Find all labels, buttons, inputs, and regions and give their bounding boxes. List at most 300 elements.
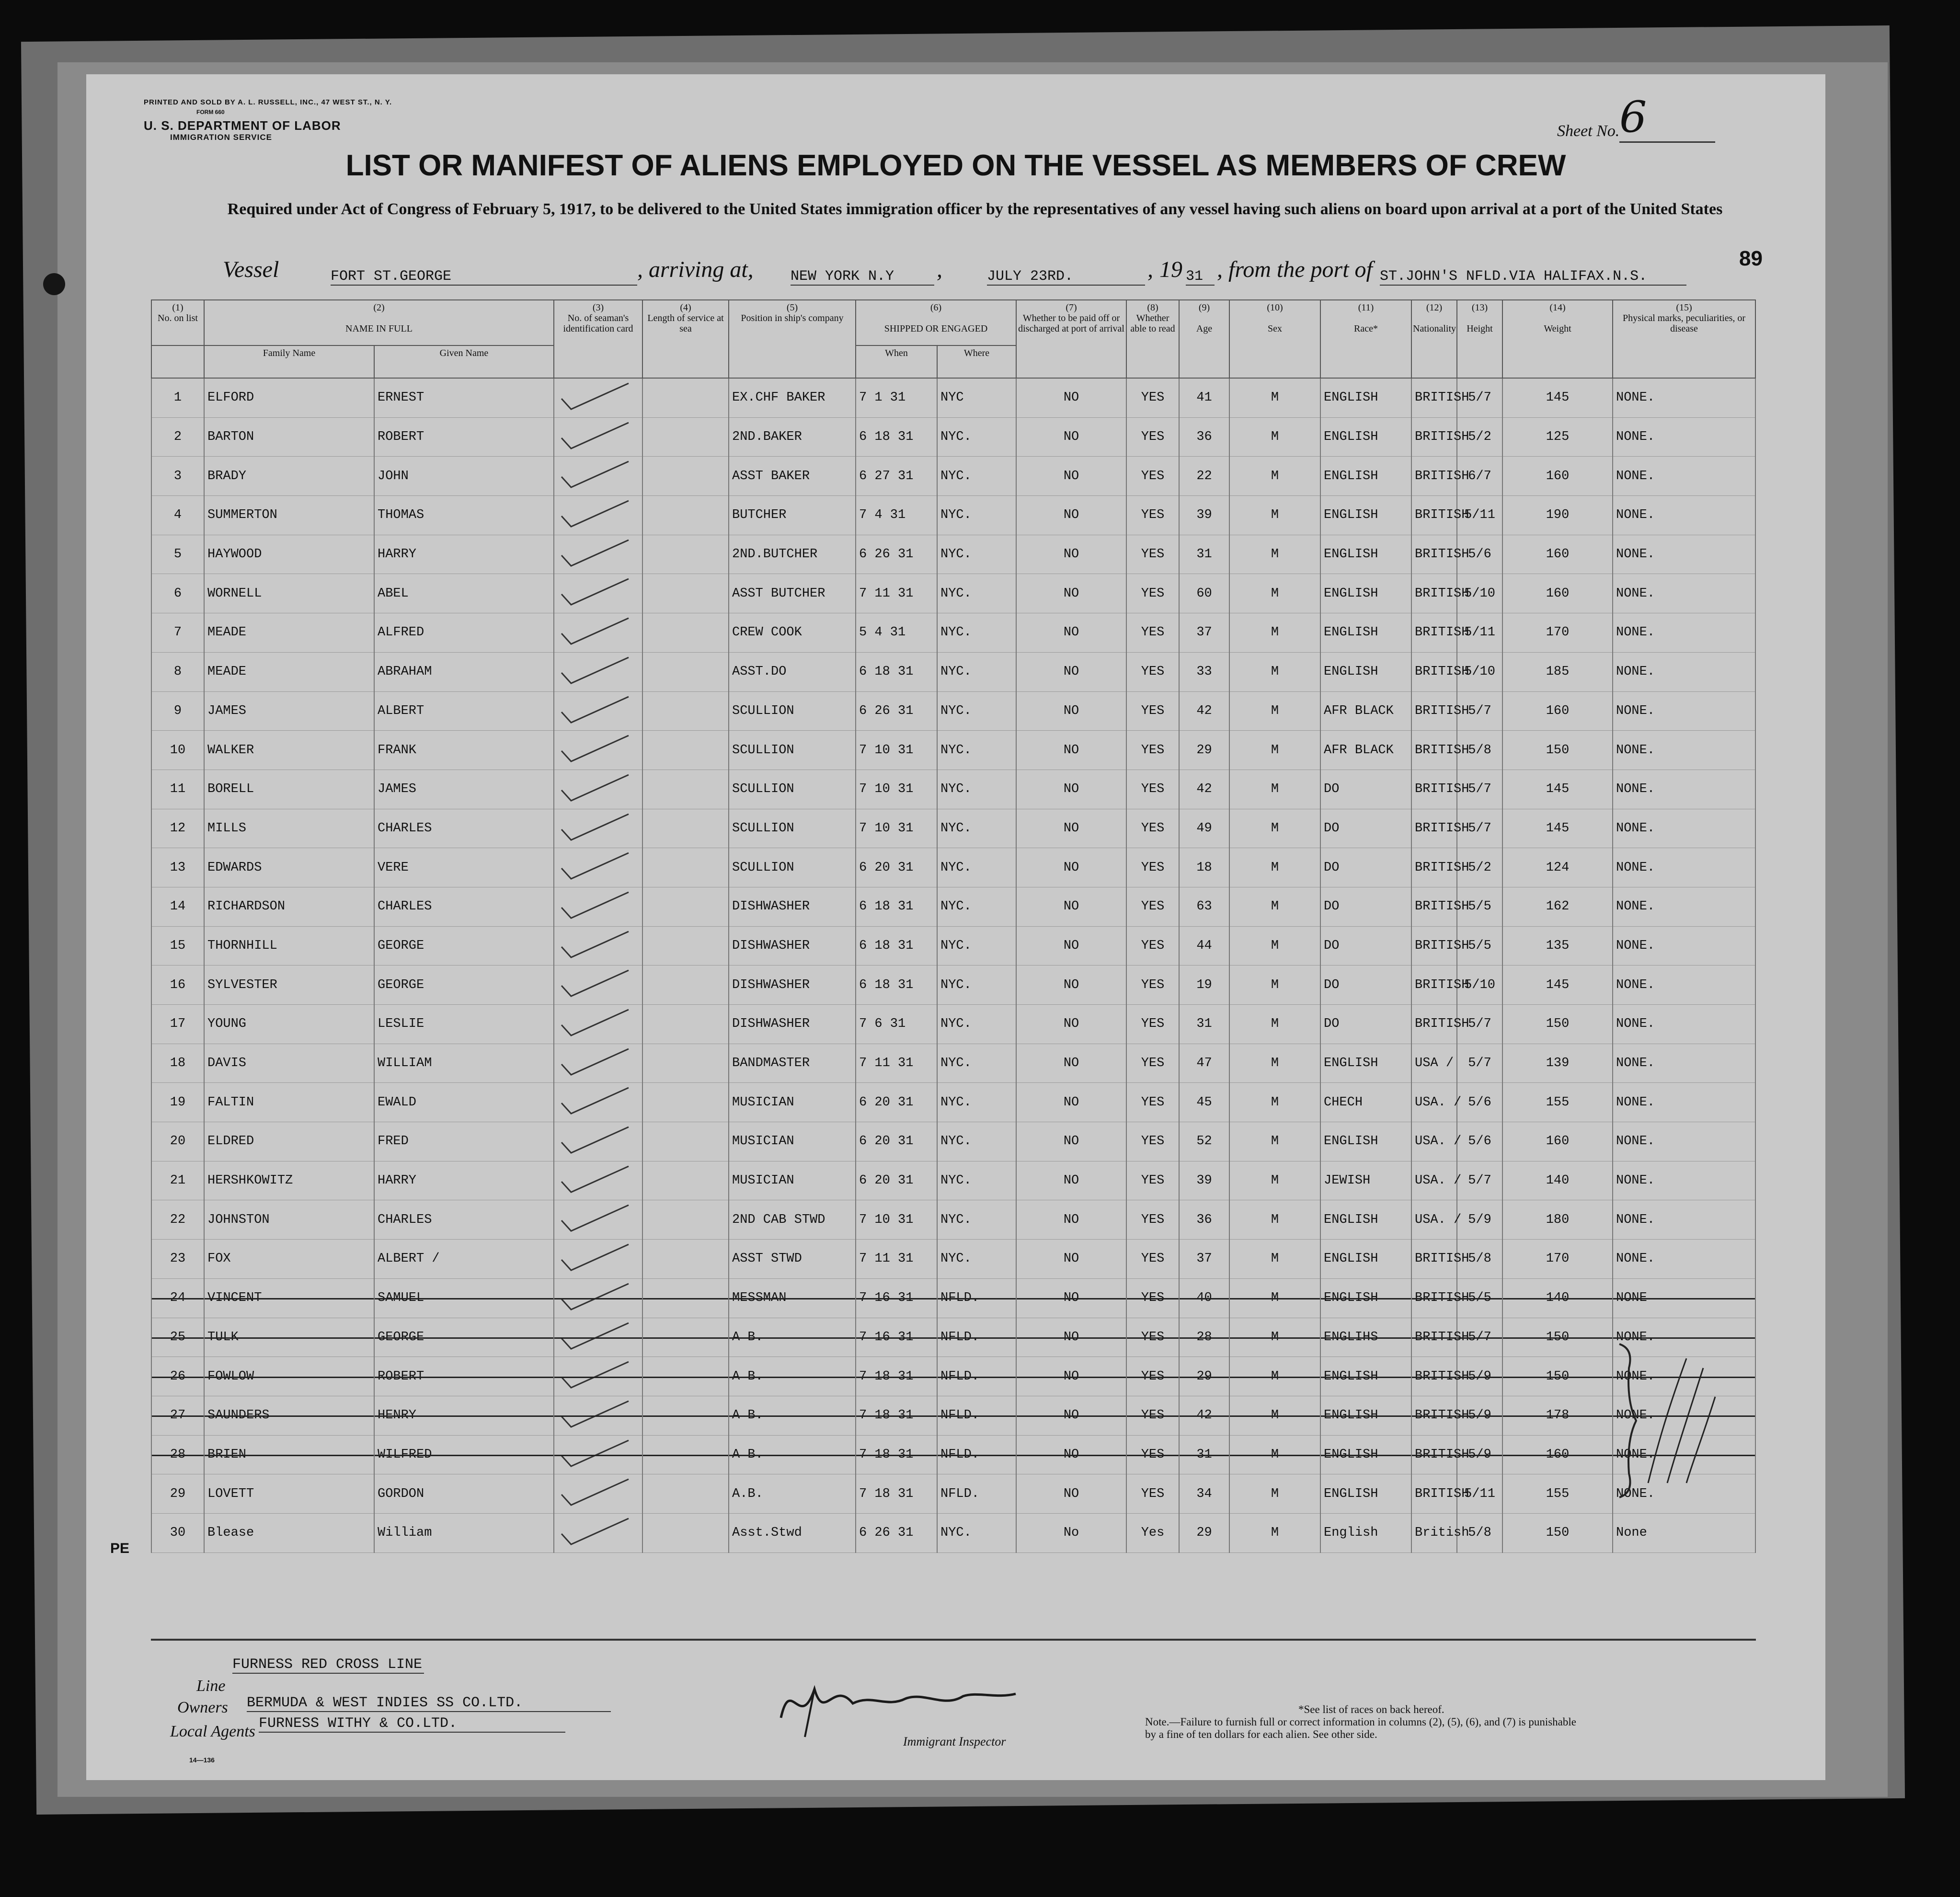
nationality: BRITISH bbox=[1411, 1357, 1457, 1396]
age: 52 bbox=[1179, 1122, 1229, 1161]
shipped-where: NYC. bbox=[937, 770, 1016, 809]
family-name: ELDRED bbox=[204, 1122, 374, 1161]
row-number: 28 bbox=[151, 1435, 204, 1474]
manifest-rows bbox=[151, 378, 1755, 1552]
service-length bbox=[642, 496, 729, 535]
table-row bbox=[151, 1474, 1755, 1514]
age: 28 bbox=[1179, 1318, 1229, 1357]
given-name: HENRY bbox=[374, 1396, 554, 1435]
position: DISHWASHER bbox=[729, 966, 856, 1005]
family-name: DAVIS bbox=[204, 1044, 374, 1083]
shipped-where: NYC. bbox=[937, 1083, 1016, 1122]
given-name: ERNEST bbox=[374, 378, 554, 417]
service-length bbox=[642, 574, 729, 613]
nationality: British bbox=[1411, 1513, 1457, 1552]
height: 5/9 bbox=[1457, 1357, 1502, 1396]
weight: 145 bbox=[1502, 966, 1613, 1005]
height: 5/5 bbox=[1457, 1278, 1502, 1318]
shipped-where: NYC. bbox=[937, 417, 1016, 457]
footer-rule bbox=[151, 1639, 1756, 1641]
sex: M bbox=[1229, 926, 1320, 966]
shipped-where: NFLD. bbox=[937, 1435, 1016, 1474]
age: 41 bbox=[1179, 378, 1229, 417]
paid-off: NO bbox=[1016, 457, 1126, 496]
nationality: USA. / bbox=[1411, 1083, 1457, 1122]
service-length bbox=[642, 887, 729, 926]
race: CHECH bbox=[1320, 1083, 1411, 1122]
able-to-read: YES bbox=[1126, 652, 1179, 691]
shipped-when: 6 26 31 bbox=[856, 1513, 937, 1552]
check-mark-icon bbox=[559, 1397, 631, 1431]
position: ASST.DO bbox=[729, 652, 856, 691]
handwriting-stroke bbox=[1667, 1368, 1703, 1483]
when-header: When bbox=[856, 345, 937, 378]
position: MESSMAN bbox=[729, 1278, 856, 1318]
race: ENGLISH bbox=[1320, 574, 1411, 613]
able-to-read: YES bbox=[1126, 1200, 1179, 1240]
physical-marks: NONE. bbox=[1613, 652, 1755, 691]
shipped-when: 6 18 31 bbox=[856, 652, 937, 691]
race: ENGLISH bbox=[1320, 1240, 1411, 1279]
position: A B. bbox=[729, 1357, 856, 1396]
position: DISHWASHER bbox=[729, 926, 856, 966]
inspector-label: Immigrant Inspector bbox=[903, 1735, 1006, 1748]
height: 5/5 bbox=[1457, 926, 1502, 966]
physical-marks: NONE. bbox=[1613, 613, 1755, 653]
given-name: LESLIE bbox=[374, 1005, 554, 1044]
id-card-check bbox=[554, 1278, 642, 1318]
paid-off: NO bbox=[1016, 1044, 1126, 1083]
given-name: GEORGE bbox=[374, 966, 554, 1005]
physical-marks: NONE. bbox=[1613, 1240, 1755, 1279]
shipped-when: 6 20 31 bbox=[856, 1161, 937, 1200]
id-card-check bbox=[554, 1083, 642, 1122]
able-to-read: YES bbox=[1126, 1278, 1179, 1318]
race: ENGLISH bbox=[1320, 1122, 1411, 1161]
physical-marks: NONE. bbox=[1613, 535, 1755, 574]
able-to-read: YES bbox=[1126, 417, 1179, 457]
nationality: BRITISH bbox=[1411, 848, 1457, 887]
row-number: 14 bbox=[151, 887, 204, 926]
paid-off: NO bbox=[1016, 731, 1126, 770]
shipped-when: 7 16 31 bbox=[856, 1318, 937, 1357]
row-number: 9 bbox=[151, 691, 204, 731]
paid-off: NO bbox=[1016, 613, 1126, 653]
able-to-read: YES bbox=[1126, 613, 1179, 653]
service-length bbox=[642, 457, 729, 496]
shipped-where: NYC. bbox=[937, 652, 1016, 691]
weight: 150 bbox=[1502, 1357, 1613, 1396]
family-name: WALKER bbox=[204, 731, 374, 770]
position: 2ND CAB STWD bbox=[729, 1200, 856, 1240]
race: ENGLISH bbox=[1320, 496, 1411, 535]
height: 5/7 bbox=[1457, 1161, 1502, 1200]
height: 5/10 bbox=[1457, 574, 1502, 613]
family-name-header: Family Name bbox=[204, 345, 374, 378]
id-card-check bbox=[554, 1474, 642, 1514]
shipped-when: 7 11 31 bbox=[856, 1240, 937, 1279]
shipped-when: 6 20 31 bbox=[856, 1122, 937, 1161]
physical-marks: NONE. bbox=[1613, 496, 1755, 535]
paid-off: NO bbox=[1016, 691, 1126, 731]
shipped-where: NYC. bbox=[937, 1513, 1016, 1552]
age: 40 bbox=[1179, 1278, 1229, 1318]
sex: M bbox=[1229, 1161, 1320, 1200]
table-row bbox=[151, 378, 1755, 417]
race: ENGLISH bbox=[1320, 652, 1411, 691]
position: BUTCHER bbox=[729, 496, 856, 535]
able-to-read: YES bbox=[1126, 691, 1179, 731]
physical-marks: NONE. bbox=[1613, 417, 1755, 457]
check-mark-icon bbox=[559, 810, 631, 844]
agents-value: FURNESS WITHY & CO.LTD. bbox=[259, 1715, 565, 1733]
race: ENGLISH bbox=[1320, 457, 1411, 496]
family-name: VINCENT bbox=[204, 1278, 374, 1318]
sex: M bbox=[1229, 731, 1320, 770]
row-number: 7 bbox=[151, 613, 204, 653]
weight: 160 bbox=[1502, 1122, 1613, 1161]
row-number: 20 bbox=[151, 1122, 204, 1161]
height: 5/6 bbox=[1457, 535, 1502, 574]
sex: M bbox=[1229, 848, 1320, 887]
id-card-check bbox=[554, 770, 642, 809]
age: 19 bbox=[1179, 966, 1229, 1005]
family-name: TULK bbox=[204, 1318, 374, 1357]
row-number: 4 bbox=[151, 496, 204, 535]
family-name: BORELL bbox=[204, 770, 374, 809]
check-mark-icon bbox=[559, 1241, 631, 1274]
physical-marks: NONE. bbox=[1613, 1474, 1755, 1514]
shipped-where: NFLD. bbox=[937, 1474, 1016, 1514]
shipped-where: NYC. bbox=[937, 1044, 1016, 1083]
height: 5/11 bbox=[1457, 1474, 1502, 1514]
nationality: BRITISH bbox=[1411, 809, 1457, 848]
check-mark-icon bbox=[559, 379, 631, 413]
position: MUSICIAN bbox=[729, 1122, 856, 1161]
row-number: 21 bbox=[151, 1161, 204, 1200]
service-length bbox=[642, 1357, 729, 1396]
age: 63 bbox=[1179, 887, 1229, 926]
nationality: BRITISH bbox=[1411, 535, 1457, 574]
weight: 160 bbox=[1502, 691, 1613, 731]
shipped-when: 7 18 31 bbox=[856, 1357, 937, 1396]
given-name: WILLIAM bbox=[374, 1044, 554, 1083]
weight: 145 bbox=[1502, 770, 1613, 809]
family-name: THORNHILL bbox=[204, 926, 374, 966]
position: MUSICIAN bbox=[729, 1083, 856, 1122]
shipped-where: NYC. bbox=[937, 1240, 1016, 1279]
physical-marks: NONE. bbox=[1613, 574, 1755, 613]
given-name: SAMUEL bbox=[374, 1278, 554, 1318]
weight: 150 bbox=[1502, 1318, 1613, 1357]
race: ENGLISH bbox=[1320, 417, 1411, 457]
able-to-read: YES bbox=[1126, 1005, 1179, 1044]
position: 2ND.BUTCHER bbox=[729, 535, 856, 574]
id-card-check bbox=[554, 457, 642, 496]
id-card-check bbox=[554, 966, 642, 1005]
shipped-where: NYC. bbox=[937, 535, 1016, 574]
physical-marks: NONE. bbox=[1613, 1083, 1755, 1122]
race: DO bbox=[1320, 966, 1411, 1005]
id-card-check bbox=[554, 535, 642, 574]
page-title: LIST OR MANIFEST OF ALIENS EMPLOYED ON THE VESSEL AS MEMBERS OF CREW bbox=[345, 149, 1566, 182]
age: 42 bbox=[1179, 1396, 1229, 1435]
race: ENGLISH bbox=[1320, 378, 1411, 417]
shipped-when: 7 10 31 bbox=[856, 809, 937, 848]
age: 29 bbox=[1179, 1357, 1229, 1396]
given-name: VERE bbox=[374, 848, 554, 887]
col-11-header: (11) Race* bbox=[1320, 300, 1411, 378]
shipped-where: NYC. bbox=[937, 887, 1016, 926]
given-name: HARRY bbox=[374, 1161, 554, 1200]
vessel-label: Vessel bbox=[223, 257, 279, 282]
height: 5/8 bbox=[1457, 731, 1502, 770]
able-to-read: YES bbox=[1126, 770, 1179, 809]
id-card-check bbox=[554, 613, 642, 653]
height: 5/7 bbox=[1457, 1005, 1502, 1044]
weight: 150 bbox=[1502, 1005, 1613, 1044]
service-length bbox=[642, 1122, 729, 1161]
shipped-where: NYC. bbox=[937, 809, 1016, 848]
sex: M bbox=[1229, 1122, 1320, 1161]
shipped-where: NYC. bbox=[937, 926, 1016, 966]
check-mark-icon bbox=[559, 1162, 631, 1196]
shipped-when: 7 16 31 bbox=[856, 1278, 937, 1318]
year-suffix: 31 bbox=[1186, 268, 1215, 286]
row-number: 3 bbox=[151, 457, 204, 496]
col-1-sub bbox=[151, 345, 204, 378]
position: SCULLION bbox=[729, 731, 856, 770]
table-row bbox=[151, 1200, 1755, 1240]
shipped-when: 6 20 31 bbox=[856, 848, 937, 887]
row-number: 29 bbox=[151, 1474, 204, 1514]
age: 36 bbox=[1179, 1200, 1229, 1240]
position: BANDMASTER bbox=[729, 1044, 856, 1083]
col-1-header: (1) No. on list bbox=[151, 300, 204, 345]
vessel-name: FORT ST.GEORGE bbox=[331, 268, 637, 286]
weight: 139 bbox=[1502, 1044, 1613, 1083]
id-card-check bbox=[554, 848, 642, 887]
manifest-table bbox=[151, 299, 1756, 1553]
check-mark-icon bbox=[559, 928, 631, 961]
height: 6/7 bbox=[1457, 457, 1502, 496]
check-mark-icon bbox=[559, 888, 631, 922]
service-length bbox=[642, 1005, 729, 1044]
age: 49 bbox=[1179, 809, 1229, 848]
paid-off: NO bbox=[1016, 1474, 1126, 1514]
check-mark-icon bbox=[559, 966, 631, 1000]
races-note: *See list of races on back hereof. bbox=[1298, 1703, 1444, 1715]
shipped-where: NYC. bbox=[937, 966, 1016, 1005]
age: 42 bbox=[1179, 770, 1229, 809]
family-name: YOUNG bbox=[204, 1005, 374, 1044]
position: A B. bbox=[729, 1318, 856, 1357]
given-name: GORDON bbox=[374, 1474, 554, 1514]
table-row bbox=[151, 1122, 1755, 1161]
check-mark-icon bbox=[559, 536, 631, 570]
from-label: , from the port of bbox=[1217, 257, 1373, 282]
able-to-read: YES bbox=[1126, 1435, 1179, 1474]
paid-off: NO bbox=[1016, 496, 1126, 535]
table-row bbox=[151, 1083, 1755, 1122]
service-length bbox=[642, 966, 729, 1005]
height: 5/8 bbox=[1457, 1240, 1502, 1279]
sex: M bbox=[1229, 535, 1320, 574]
shipped-where: NFLD. bbox=[937, 1318, 1016, 1357]
family-name: ELFORD bbox=[204, 378, 374, 417]
position: A B. bbox=[729, 1435, 856, 1474]
given-name: FRANK bbox=[374, 731, 554, 770]
weight: 162 bbox=[1502, 887, 1613, 926]
check-mark-icon bbox=[559, 1045, 631, 1079]
from-port: ST.JOHN'S NFLD.VIA HALIFAX.N.S. bbox=[1380, 268, 1686, 286]
age: 29 bbox=[1179, 731, 1229, 770]
sex: M bbox=[1229, 1474, 1320, 1514]
service-length bbox=[642, 691, 729, 731]
paid-off: NO bbox=[1016, 966, 1126, 1005]
race: ENGLISH bbox=[1320, 1396, 1411, 1435]
paid-off: NO bbox=[1016, 1005, 1126, 1044]
shipped-where: NYC. bbox=[937, 1161, 1016, 1200]
race: DO bbox=[1320, 887, 1411, 926]
nationality: BRITISH bbox=[1411, 1435, 1457, 1474]
family-name: EDWARDS bbox=[204, 848, 374, 887]
race: ENGLISH bbox=[1320, 613, 1411, 653]
check-mark-icon bbox=[559, 849, 631, 883]
check-mark-icon bbox=[559, 771, 631, 805]
id-card-check bbox=[554, 1044, 642, 1083]
family-name: FOX bbox=[204, 1240, 374, 1279]
shipped-when: 7 10 31 bbox=[856, 731, 937, 770]
shipped-when: 7 1 31 bbox=[856, 378, 937, 417]
comma-sep: , bbox=[1147, 257, 1153, 282]
position: MUSICIAN bbox=[729, 1161, 856, 1200]
shipped-where: NYC. bbox=[937, 457, 1016, 496]
height: 5/9 bbox=[1457, 1396, 1502, 1435]
col-12-header: (12) Nationality bbox=[1411, 300, 1457, 378]
sex: M bbox=[1229, 809, 1320, 848]
sex: M bbox=[1229, 770, 1320, 809]
shipped-when: 7 18 31 bbox=[856, 1396, 937, 1435]
id-card-check bbox=[554, 1005, 642, 1044]
physical-marks: NONE. bbox=[1613, 966, 1755, 1005]
deserted-annotation bbox=[1615, 1339, 1720, 1502]
row-number: 17 bbox=[151, 1005, 204, 1044]
service-length bbox=[642, 1240, 729, 1279]
check-mark-icon bbox=[559, 732, 631, 765]
family-name: BRADY bbox=[204, 457, 374, 496]
family-name: RICHARDSON bbox=[204, 887, 374, 926]
nationality: BRITISH bbox=[1411, 652, 1457, 691]
service-length bbox=[642, 1200, 729, 1240]
paid-off: NO bbox=[1016, 1161, 1126, 1200]
shipped-when: 6 18 31 bbox=[856, 887, 937, 926]
shipped-where: NYC. bbox=[937, 574, 1016, 613]
family-name: SYLVESTER bbox=[204, 966, 374, 1005]
age: 33 bbox=[1179, 652, 1229, 691]
service-length bbox=[642, 652, 729, 691]
position: Asst.Stwd bbox=[729, 1513, 856, 1552]
nationality: USA / bbox=[1411, 1044, 1457, 1083]
id-card-check bbox=[554, 1240, 642, 1279]
race: ENGLISH bbox=[1320, 1474, 1411, 1514]
table-row bbox=[151, 457, 1755, 496]
given-name: FRED bbox=[374, 1122, 554, 1161]
table-row bbox=[151, 887, 1755, 926]
shipped-where: NYC. bbox=[937, 1200, 1016, 1240]
able-to-read: YES bbox=[1126, 1161, 1179, 1200]
sheet-label: Sheet No. bbox=[1557, 122, 1620, 140]
row-number: 8 bbox=[151, 652, 204, 691]
age: 45 bbox=[1179, 1083, 1229, 1122]
id-card-check bbox=[554, 417, 642, 457]
able-to-read: YES bbox=[1126, 926, 1179, 966]
check-mark-icon bbox=[559, 497, 631, 530]
position: SCULLION bbox=[729, 809, 856, 848]
col-8-header: (8) Whether able to read bbox=[1126, 300, 1179, 378]
shipped-when: 6 18 31 bbox=[856, 926, 937, 966]
service-length bbox=[642, 1396, 729, 1435]
given-name: ALBERT bbox=[374, 691, 554, 731]
able-to-read: YES bbox=[1126, 1357, 1179, 1396]
row-number: 27 bbox=[151, 1396, 204, 1435]
family-name: MEADE bbox=[204, 613, 374, 653]
sex: M bbox=[1229, 417, 1320, 457]
service-length bbox=[642, 1044, 729, 1083]
service-length bbox=[642, 1083, 729, 1122]
weight: 160 bbox=[1502, 574, 1613, 613]
paid-off: NO bbox=[1016, 1318, 1126, 1357]
height: 5/2 bbox=[1457, 848, 1502, 887]
service-length bbox=[642, 1474, 729, 1514]
page-subtitle: Required under Act of Congress of February 5, 1917, to be delivered to the United States immigration officer by the representatives of any vessel having such aliens on board upon arrival at a port of the United States bbox=[227, 200, 1723, 218]
able-to-read: YES bbox=[1126, 809, 1179, 848]
given-name: GEORGE bbox=[374, 1318, 554, 1357]
nationality: BRITISH bbox=[1411, 613, 1457, 653]
sex: M bbox=[1229, 1200, 1320, 1240]
age: 37 bbox=[1179, 1240, 1229, 1279]
able-to-read: Yes bbox=[1126, 1513, 1179, 1552]
owners-value: BERMUDA & WEST INDIES SS CO.LTD. bbox=[247, 1695, 611, 1712]
row-number: 25 bbox=[151, 1318, 204, 1357]
id-card-check bbox=[554, 926, 642, 966]
position: CREW COOK bbox=[729, 613, 856, 653]
sex: M bbox=[1229, 1240, 1320, 1279]
row-number: 1 bbox=[151, 378, 204, 417]
height: 5/6 bbox=[1457, 1083, 1502, 1122]
nationality: BRITISH bbox=[1411, 887, 1457, 926]
id-card-check bbox=[554, 1122, 642, 1161]
shipped-where: NYC. bbox=[937, 848, 1016, 887]
height: 5/11 bbox=[1457, 613, 1502, 653]
shipped-when: 7 6 31 bbox=[856, 1005, 937, 1044]
table-row bbox=[151, 691, 1755, 731]
nationality: BRITISH bbox=[1411, 1278, 1457, 1318]
row-number: 5 bbox=[151, 535, 204, 574]
service-length bbox=[642, 809, 729, 848]
check-mark-icon bbox=[559, 419, 631, 452]
physical-marks: NONE. bbox=[1613, 770, 1755, 809]
row-number: 19 bbox=[151, 1083, 204, 1122]
paid-off: NO bbox=[1016, 652, 1126, 691]
handwriting-stroke bbox=[1686, 1397, 1715, 1483]
nationality: USA. / bbox=[1411, 1200, 1457, 1240]
weight: 170 bbox=[1502, 1240, 1613, 1279]
sex: M bbox=[1229, 1396, 1320, 1435]
able-to-read: YES bbox=[1126, 378, 1179, 417]
table-row bbox=[151, 535, 1755, 574]
age: 44 bbox=[1179, 926, 1229, 966]
